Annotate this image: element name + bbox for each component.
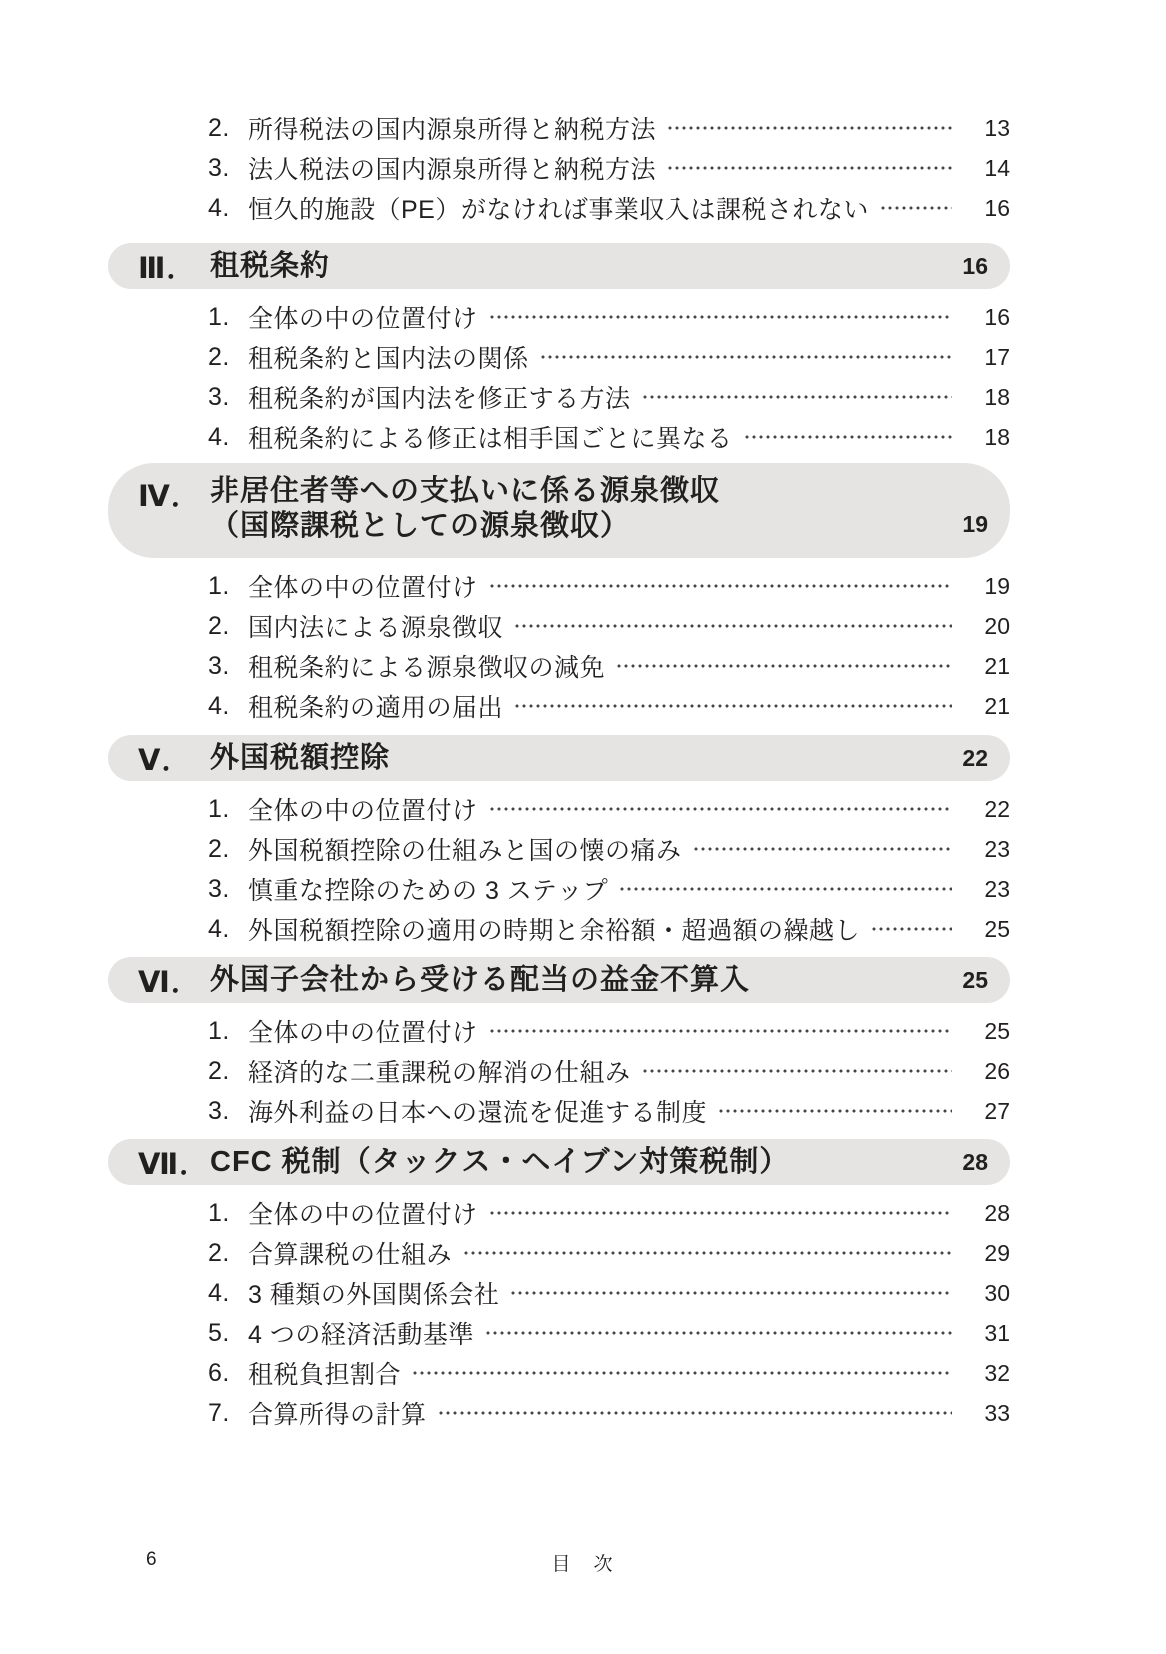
entry-title: 租税条約の適用の届出 bbox=[248, 694, 504, 722]
page-footer bbox=[0, 1549, 1166, 1577]
section-numeral: Ⅳ． bbox=[138, 481, 201, 513]
section-header-VII bbox=[108, 1139, 1010, 1185]
entry-number: 1. bbox=[208, 302, 230, 331]
section-header-V bbox=[108, 735, 1010, 781]
toc-entry bbox=[108, 188, 1010, 228]
entry-number: 4. bbox=[208, 422, 230, 451]
dot-leader bbox=[719, 1109, 952, 1113]
toc-entry bbox=[108, 1273, 1010, 1313]
entry-number: 2. bbox=[208, 342, 230, 371]
entry-page-number: 30 bbox=[984, 1279, 1010, 1306]
toc-entry bbox=[108, 1393, 1010, 1433]
entry-page-number: 18 bbox=[984, 423, 1010, 450]
toc-entry bbox=[108, 829, 1010, 869]
entry-number: 1. bbox=[208, 794, 230, 823]
entry-title: 租税条約による修正は相手国ごとに異なる bbox=[248, 425, 733, 453]
entry-title: 全体の中の位置付け bbox=[248, 305, 478, 333]
toc-entry bbox=[108, 1051, 1010, 1091]
entry-page-number: 22 bbox=[984, 795, 1010, 822]
dot-leader bbox=[413, 1371, 952, 1375]
entry-page-number: 13 bbox=[984, 114, 1010, 141]
entry-number: 1. bbox=[208, 571, 230, 600]
dot-leader bbox=[490, 584, 952, 588]
entry-title: 経済的な二重課税の解消の仕組み bbox=[248, 1059, 631, 1087]
entry-page-number: 16 bbox=[984, 194, 1010, 221]
section-title: CFC 税制（タックス・ヘイブン対策税制） bbox=[210, 1145, 790, 1178]
dot-leader bbox=[643, 395, 952, 399]
dot-leader bbox=[881, 206, 952, 210]
section-page-number: 25 bbox=[962, 966, 988, 993]
entry-title: 全体の中の位置付け bbox=[248, 1019, 478, 1047]
section-title bbox=[210, 474, 720, 544]
section-header-VI bbox=[108, 957, 1010, 1003]
entry-title: 合算課税の仕組み bbox=[248, 1241, 453, 1269]
dot-leader bbox=[515, 704, 952, 708]
entry-number: 5. bbox=[208, 1318, 230, 1347]
entry-title: 外国税額控除の仕組みと国の懐の痛み bbox=[248, 837, 682, 865]
toc-entry bbox=[108, 566, 1010, 606]
entry-number: 3. bbox=[208, 1096, 230, 1125]
entry-page-number: 14 bbox=[984, 154, 1010, 181]
entry-number: 2. bbox=[208, 113, 230, 142]
toc-entry bbox=[108, 686, 1010, 726]
entry-title: 慎重な控除のための 3 ステップ bbox=[248, 877, 609, 905]
section-title: 租税条約 bbox=[210, 249, 331, 282]
section-title: 外国子会社から受ける配当の益金不算入 bbox=[210, 963, 751, 996]
entry-title: 全体の中の位置付け bbox=[248, 574, 478, 602]
entry-number: 4. bbox=[208, 193, 230, 222]
entry-title: 海外利益の日本への還流を促進する制度 bbox=[248, 1099, 708, 1127]
dot-leader bbox=[872, 927, 952, 931]
toc-entry bbox=[108, 337, 1010, 377]
entry-title: 全体の中の位置付け bbox=[248, 1201, 478, 1229]
entry-title: 3 種類の外国関係会社 bbox=[248, 1281, 500, 1309]
entry-title: 租税負担割合 bbox=[248, 1361, 402, 1389]
entry-title: 法人税法の国内源泉所得と納税方法 bbox=[248, 156, 657, 184]
entry-number: 6. bbox=[208, 1358, 230, 1387]
section-page-number: 22 bbox=[962, 744, 988, 771]
dot-leader bbox=[511, 1291, 952, 1295]
dot-leader bbox=[643, 1069, 952, 1073]
entry-page-number: 25 bbox=[984, 915, 1010, 942]
entry-number: 4. bbox=[208, 1278, 230, 1307]
entry-number: 4. bbox=[208, 691, 230, 720]
entry-number: 2. bbox=[208, 1238, 230, 1267]
toc-entry bbox=[108, 377, 1010, 417]
entry-title: 租税条約と国内法の関係 bbox=[248, 345, 529, 373]
entry-title: 恒久的施設（PE）がなければ事業収入は課税されない bbox=[248, 196, 869, 224]
dot-leader bbox=[464, 1251, 952, 1255]
dot-leader bbox=[541, 355, 952, 359]
entry-page-number: 23 bbox=[984, 875, 1010, 902]
entry-title: 租税条約による源泉徴収の減免 bbox=[248, 654, 606, 682]
toc-entry bbox=[108, 1233, 1010, 1273]
dot-leader bbox=[668, 166, 952, 170]
toc-entry bbox=[108, 417, 1010, 457]
entry-page-number: 25 bbox=[984, 1017, 1010, 1044]
toc-entry bbox=[108, 148, 1010, 188]
toc-entry bbox=[108, 909, 1010, 949]
entry-page-number: 21 bbox=[984, 692, 1010, 719]
section-title-line2: （国際課税としての源泉徴収） bbox=[210, 510, 631, 542]
dot-leader bbox=[490, 1029, 952, 1033]
section-header-IV bbox=[108, 463, 1010, 558]
entry-number: 1. bbox=[208, 1016, 230, 1045]
toc-entry bbox=[108, 1193, 1010, 1233]
entry-number: 4. bbox=[208, 914, 230, 943]
entry-page-number: 28 bbox=[984, 1199, 1010, 1226]
section-title-line1: 非居住者等への支払いに係る源泉徴収 bbox=[210, 475, 721, 507]
entry-title: 外国税額控除の適用の時期と余裕額・超過額の繰越し bbox=[248, 917, 861, 945]
toc-entry bbox=[108, 1313, 1010, 1353]
entry-title: 合算所得の計算 bbox=[248, 1401, 427, 1429]
entry-page-number: 23 bbox=[984, 835, 1010, 862]
section-title: 外国税額控除 bbox=[210, 741, 391, 774]
dot-leader bbox=[620, 887, 952, 891]
entry-number: 2. bbox=[208, 611, 230, 640]
entry-number: 7. bbox=[208, 1398, 230, 1427]
entry-title: 国内法による源泉徴収 bbox=[248, 614, 504, 642]
entry-page-number: 19 bbox=[984, 572, 1010, 599]
toc-content bbox=[108, 108, 1010, 1433]
dot-leader bbox=[439, 1411, 952, 1415]
entry-number: 3. bbox=[208, 153, 230, 182]
entry-number: 3. bbox=[208, 382, 230, 411]
entry-page-number: 29 bbox=[984, 1239, 1010, 1266]
section-page-number: 19 bbox=[962, 511, 988, 537]
entry-title: 全体の中の位置付け bbox=[248, 797, 478, 825]
toc-entry bbox=[108, 1091, 1010, 1131]
section-numeral: Ⅴ． bbox=[138, 744, 192, 777]
entry-page-number: 27 bbox=[984, 1097, 1010, 1124]
entry-title: 租税条約が国内法を修正する方法 bbox=[248, 385, 631, 413]
section-page-number: 16 bbox=[962, 252, 988, 279]
entry-page-number: 32 bbox=[984, 1359, 1010, 1386]
entry-page-number: 20 bbox=[984, 612, 1010, 639]
entry-number: 2. bbox=[208, 834, 230, 863]
toc-entry bbox=[108, 789, 1010, 829]
section-numeral: Ⅵ． bbox=[138, 966, 201, 999]
entry-title: 所得税法の国内源泉所得と納税方法 bbox=[248, 116, 657, 144]
section-page-number: 28 bbox=[962, 1148, 988, 1175]
entry-page-number: 18 bbox=[984, 383, 1010, 410]
entry-page-number: 31 bbox=[984, 1319, 1010, 1346]
section-numeral: Ⅲ． bbox=[138, 252, 197, 285]
folio-page-number: 6 bbox=[146, 1549, 157, 1570]
entry-page-number: 26 bbox=[984, 1057, 1010, 1084]
toc-entry bbox=[108, 1353, 1010, 1393]
entry-page-number: 17 bbox=[984, 343, 1010, 370]
entry-number: 3. bbox=[208, 874, 230, 903]
toc-entry bbox=[108, 1011, 1010, 1051]
entry-page-number: 33 bbox=[984, 1399, 1010, 1426]
entry-title: 4 つの経済活動基準 bbox=[248, 1321, 474, 1349]
toc-entry bbox=[108, 869, 1010, 909]
toc-entry bbox=[108, 646, 1010, 686]
dot-leader bbox=[617, 664, 952, 668]
section-header-III bbox=[108, 243, 1010, 289]
running-title: 目 次 bbox=[551, 1554, 615, 1575]
dot-leader bbox=[490, 315, 952, 319]
dot-leader bbox=[694, 847, 952, 851]
dot-leader bbox=[490, 1211, 952, 1215]
dot-leader bbox=[745, 435, 952, 439]
dot-leader bbox=[668, 126, 952, 130]
entry-page-number: 16 bbox=[984, 303, 1010, 330]
dot-leader bbox=[490, 807, 952, 811]
toc-entry bbox=[108, 108, 1010, 148]
entry-number: 3. bbox=[208, 651, 230, 680]
toc-entry bbox=[108, 606, 1010, 646]
section-numeral: Ⅶ． bbox=[138, 1148, 210, 1181]
entry-page-number: 21 bbox=[984, 652, 1010, 679]
entry-number: 2. bbox=[208, 1056, 230, 1085]
entry-number: 1. bbox=[208, 1198, 230, 1227]
dot-leader bbox=[486, 1331, 952, 1335]
dot-leader bbox=[515, 624, 952, 628]
toc-entry bbox=[108, 297, 1010, 337]
